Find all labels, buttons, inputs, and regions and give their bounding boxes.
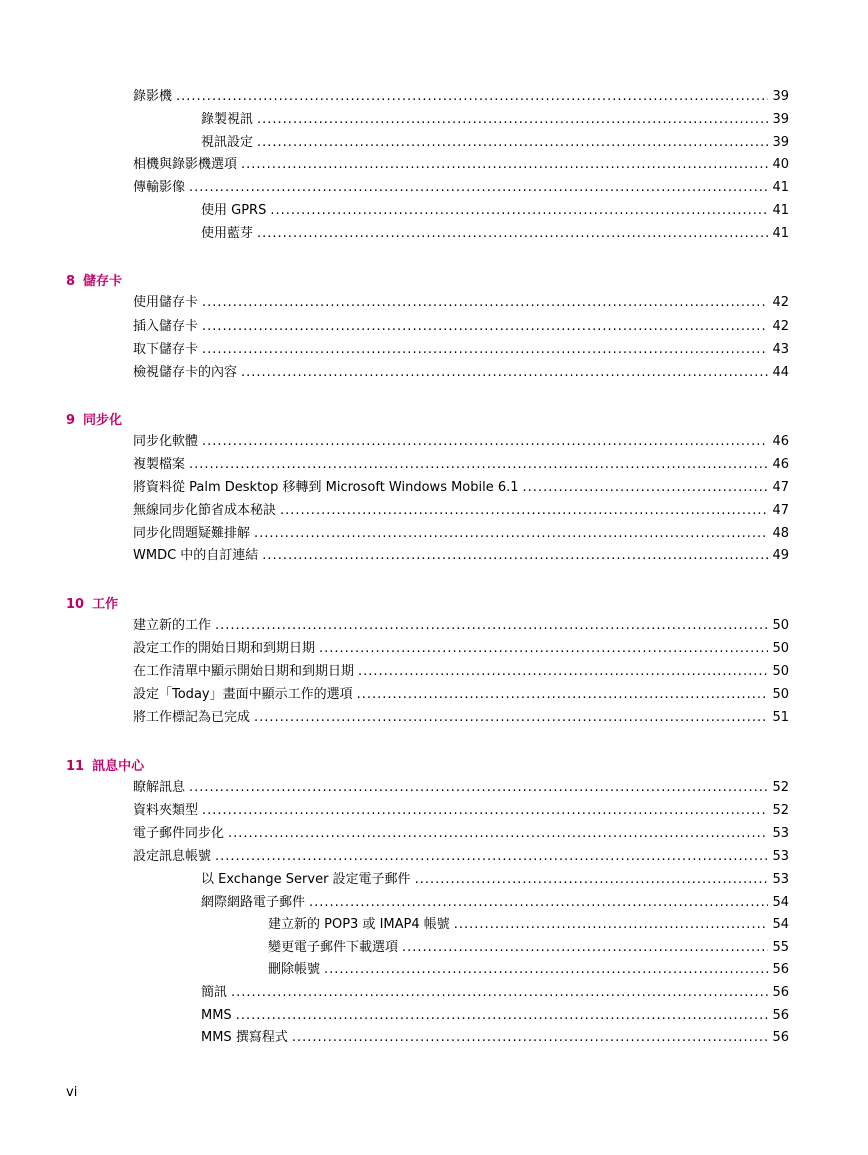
toc-entry[interactable] [133, 824, 789, 844]
toc-entry-page-number: 52 [772, 803, 789, 818]
chapter-title: 工作 [92, 597, 119, 612]
page-number-footer: vi [66, 1085, 78, 1100]
toc-entry-title: 電子郵件同步化 [133, 826, 225, 841]
dot-leader [324, 960, 768, 980]
toc-entry-page-number: 39 [772, 135, 789, 150]
toc-entry-page-number: 53 [772, 826, 789, 841]
toc-entry[interactable] [201, 224, 789, 244]
chapter-heading[interactable] [66, 411, 122, 431]
toc-entry-page-number: 53 [772, 872, 789, 887]
toc-entry-page-number: 50 [772, 641, 789, 656]
toc-entry-title: 以 Exchange Server 設定電子郵件 [201, 872, 411, 887]
dot-leader [319, 639, 768, 659]
toc-entry[interactable] [133, 501, 789, 521]
dot-leader [241, 363, 768, 383]
toc-entry[interactable] [133, 155, 789, 175]
dot-leader [189, 455, 768, 475]
dot-leader [189, 778, 768, 798]
toc-entry[interactable] [133, 801, 789, 821]
toc-entry-title: 錄影機 [133, 89, 173, 104]
toc-entry-page-number: 47 [772, 503, 789, 518]
toc-entry[interactable] [201, 870, 789, 890]
toc-entry[interactable] [201, 201, 789, 221]
toc-entry[interactable] [133, 662, 789, 682]
dot-leader [257, 224, 768, 244]
toc-entry-title: 插入儲存卡 [133, 319, 199, 334]
chapter-number: 9 [66, 413, 76, 428]
dot-leader [257, 133, 768, 153]
toc-entry-page-number: 56 [772, 985, 789, 1000]
dot-leader [454, 915, 769, 935]
toc-entry-title: 設定訊息帳號 [133, 849, 212, 864]
chapter-title: 儲存卡 [83, 274, 123, 289]
toc-entry-title: 建立新的工作 [133, 618, 212, 633]
dot-leader [402, 938, 768, 958]
toc-entry-page-number: 46 [772, 434, 789, 449]
chapter-title: 訊息中心 [92, 759, 145, 774]
chapter-number: 10 [66, 597, 85, 612]
toc-entry-page-number: 52 [772, 780, 789, 795]
toc-entry-title: 簡訊 [201, 985, 228, 1000]
toc-entry[interactable] [133, 708, 789, 728]
toc-entry-title: 同步化問題疑難排解 [133, 526, 251, 541]
dot-leader [202, 317, 768, 337]
toc-entry-title: 將工作標記為已完成 [133, 710, 251, 725]
toc-entry-page-number: 55 [772, 940, 789, 955]
dot-leader [254, 524, 768, 544]
toc-entry[interactable] [133, 616, 789, 636]
dot-leader [270, 201, 768, 221]
dot-leader [202, 340, 768, 360]
chapter-number: 11 [66, 759, 85, 774]
toc-entry-page-number: 41 [772, 203, 789, 218]
toc-entry-title: MMS [201, 1008, 232, 1023]
toc-entry-page-number: 43 [772, 342, 789, 357]
toc-entry-title: 檢視儲存卡的內容 [133, 365, 238, 380]
toc-entry-page-number: 56 [772, 1008, 789, 1023]
toc-entry[interactable] [133, 340, 789, 360]
toc-entry-title: 複製檔案 [133, 457, 186, 472]
toc-entry-title: 傳輸影像 [133, 180, 186, 195]
toc-entry[interactable] [268, 938, 789, 958]
dot-leader [309, 893, 768, 913]
dot-leader [415, 870, 769, 890]
toc-entry-title: 使用 GPRS [201, 203, 267, 218]
toc-entry[interactable] [133, 639, 789, 659]
toc-entry-page-number: 39 [772, 89, 789, 104]
chapter-title: 同步化 [83, 413, 123, 428]
dot-leader [189, 178, 768, 198]
chapter-heading[interactable] [66, 272, 122, 292]
toc-entry-title: 同步化軟體 [133, 434, 199, 449]
dot-leader [257, 110, 768, 130]
toc-entry-title: WMDC 中的自訂連結 [133, 548, 259, 563]
dot-leader [292, 1028, 769, 1048]
toc-entry-page-number: 41 [772, 180, 789, 195]
toc-entry-title: 使用藍芽 [201, 226, 254, 241]
toc-entry-page-number: 53 [772, 849, 789, 864]
toc-entry-title: 使用儲存卡 [133, 295, 199, 310]
dot-leader [215, 847, 768, 867]
toc-entry-page-number: 48 [772, 526, 789, 541]
dot-leader [357, 685, 769, 705]
toc-entry-title: 相機與錄影機選項 [133, 157, 238, 172]
dot-leader [262, 546, 768, 566]
toc-entry[interactable] [201, 133, 789, 153]
toc-entry-title: 將資料從 Palm Desktop 移轉到 Microsoft Windows Mobile 6.1 [133, 480, 519, 495]
chapter-heading[interactable] [66, 757, 144, 777]
toc-entry-title: 視訊設定 [201, 135, 254, 150]
dot-leader [280, 501, 768, 521]
toc-entry-page-number: 50 [772, 664, 789, 679]
toc-entry-page-number: 54 [772, 895, 789, 910]
toc-entry[interactable] [133, 778, 789, 798]
toc-entry[interactable] [133, 363, 789, 383]
toc-entry-title: 取下儲存卡 [133, 342, 199, 357]
toc-entry[interactable] [268, 915, 789, 935]
dot-leader [254, 708, 768, 728]
toc-entry[interactable] [133, 455, 789, 475]
toc-entry[interactable] [201, 983, 789, 1003]
toc-entry-title: 網際網路電子郵件 [201, 895, 306, 910]
toc-entry-page-number: 51 [772, 710, 789, 725]
toc-entry[interactable] [133, 317, 789, 337]
toc-entry-page-number: 56 [772, 962, 789, 977]
toc-entry[interactable] [133, 478, 789, 498]
toc-entry-page-number: 42 [772, 319, 789, 334]
toc-entry[interactable] [201, 1028, 789, 1048]
toc-entry[interactable] [133, 432, 789, 452]
toc-entry[interactable] [133, 293, 789, 313]
toc-entry-page-number: 41 [772, 226, 789, 241]
toc-entry-page-number: 49 [772, 548, 789, 563]
toc-entry-title: 設定工作的開始日期和到期日期 [133, 641, 316, 656]
toc-entry-page-number: 54 [772, 917, 789, 932]
toc-entry-page-number: 42 [772, 295, 789, 310]
toc-entry-page-number: 46 [772, 457, 789, 472]
dot-leader [231, 983, 768, 1003]
toc-entry[interactable] [201, 893, 789, 913]
dot-leader [202, 801, 768, 821]
toc-entry-title: 建立新的 POP3 或 IMAP4 帳號 [268, 917, 450, 932]
chapter-number: 8 [66, 274, 76, 289]
dot-leader [228, 824, 768, 844]
toc-entry-title: 無線同步化節省成本秘訣 [133, 503, 277, 518]
toc-entry-page-number: 47 [772, 480, 789, 495]
toc-entry-title: 瞭解訊息 [133, 780, 186, 795]
toc-entry[interactable] [133, 847, 789, 867]
toc-entry[interactable] [133, 87, 789, 107]
toc-entry-page-number: 44 [772, 365, 789, 380]
dot-leader [358, 662, 768, 682]
toc-entry-title: MMS 撰寫程式 [201, 1030, 288, 1045]
toc-entry[interactable] [133, 546, 789, 566]
dot-leader [202, 432, 768, 452]
toc-entry[interactable] [133, 178, 789, 198]
toc-entry[interactable] [268, 960, 789, 980]
toc-entry[interactable] [133, 524, 789, 544]
toc-entry-page-number: 50 [772, 687, 789, 702]
toc-entry-page-number: 39 [772, 112, 789, 127]
toc-entry-page-number: 40 [772, 157, 789, 172]
toc-entry-title: 設定「Today」畫面中顯示工作的選項 [133, 687, 353, 702]
toc-entry-page-number: 50 [772, 618, 789, 633]
dot-leader [202, 293, 768, 313]
dot-leader [176, 87, 768, 107]
dot-leader [236, 1006, 769, 1026]
toc-entry-title: 在工作清單中顯示開始日期和到期日期 [133, 664, 355, 679]
dot-leader [215, 616, 768, 636]
toc-entry-page-number: 56 [772, 1030, 789, 1045]
toc-entry-title: 刪除帳號 [268, 962, 321, 977]
toc-entry-title: 變更電子郵件下載選項 [268, 940, 399, 955]
toc-entry[interactable] [201, 1006, 789, 1026]
toc-entry-title: 資料夾類型 [133, 803, 199, 818]
dot-leader [523, 478, 769, 498]
toc-entry[interactable] [201, 110, 789, 130]
chapter-heading[interactable] [66, 595, 118, 615]
dot-leader [241, 155, 768, 175]
toc-entry-title: 錄製視訊 [201, 112, 254, 127]
toc-entry[interactable] [133, 685, 789, 705]
